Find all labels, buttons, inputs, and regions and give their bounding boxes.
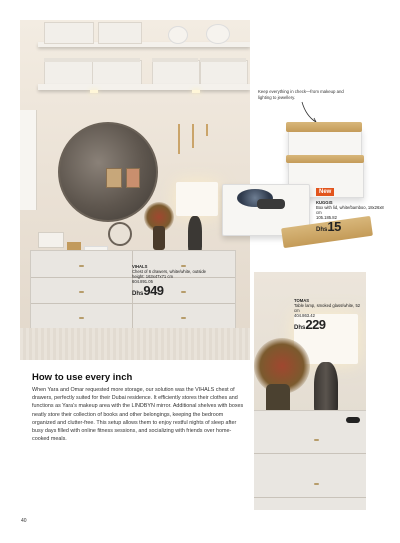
bamboo-tray (67, 242, 81, 250)
jewellery-hook (206, 124, 208, 136)
round-box (206, 24, 230, 44)
drawer-knob (314, 483, 319, 485)
small-box (38, 232, 64, 248)
box-lid (152, 58, 198, 62)
callout-text: Keep everything in check—from makeup and lighting to jewellery. (258, 89, 344, 100)
round-mirror (58, 122, 158, 222)
box-lid (200, 58, 246, 62)
table-lamp-base (188, 216, 202, 254)
product-name: TOMAS (294, 298, 310, 303)
bed-throw (20, 328, 250, 360)
page-number: 40 (21, 518, 27, 524)
article-number: 105.185.82 (316, 215, 337, 220)
kuggis-bamboo-lid (286, 155, 364, 163)
bedroom-photo (20, 20, 250, 360)
price: 949 (143, 283, 164, 298)
drawer-divider (254, 497, 366, 498)
drawer-divider (31, 303, 235, 304)
table-lamp-shade (176, 182, 218, 216)
article-number: 404.863.42 (294, 313, 315, 318)
storage-box (44, 22, 94, 44)
article-body: When Yara and Omar requested more storage, our solution was the VIHALS chest of drawers, perfectly suited for their Dubai residence. It efficiently stores their clothes and functions as Yara’s makeup area with the LINDBYN mirror. Additional shelves with boxes neatly store their collection of books and other belongings, keeping the bedroom organized and clutter-free. This setup allows them to enjoy restful nights of sleep after busy days filled with online fitness sessions, and socializing with friends over home-cooked meals. (32, 387, 244, 443)
article-heading: How to use every inch (32, 372, 133, 383)
drawer-knob (79, 291, 84, 293)
mirror-reflection-art (126, 168, 140, 188)
drawer-knob (79, 317, 84, 319)
vase (153, 226, 165, 250)
lamp-photo (254, 272, 366, 510)
storage-box (200, 60, 248, 86)
vihals-price-tag (132, 264, 218, 301)
storage-box (152, 60, 200, 86)
product-name: VIHALS (132, 264, 148, 269)
product-name: KUGGIS (316, 200, 333, 205)
currency: Dhs (132, 291, 144, 297)
box-lid (44, 58, 92, 62)
box-lid (92, 58, 140, 62)
drawer-divider (254, 453, 366, 454)
drawer-knob (181, 317, 186, 319)
shelf-light (90, 90, 98, 93)
product-description: Box with lid, white/bamboo, 18x26x8 cm (316, 205, 384, 215)
jewellery-hook (178, 124, 180, 154)
product-description: Chest of 6 drawers, white/white, outside height: 163x47x71 cm (132, 269, 207, 279)
makeup-mirror (108, 222, 132, 246)
kuggis-price-tag (316, 180, 386, 237)
cable (257, 199, 285, 209)
price: 229 (305, 317, 326, 332)
mirror-reflection-art (106, 168, 122, 188)
article-number: 604.891.05 (132, 279, 153, 284)
kuggis-bamboo-lid (286, 122, 362, 132)
tomas-price-tag (294, 298, 364, 335)
sunglasses (346, 417, 360, 423)
storage-box (98, 22, 142, 44)
round-box (168, 26, 188, 44)
currency: Dhs (294, 325, 306, 331)
drawer-knob (314, 439, 319, 441)
shelf-light (192, 90, 200, 93)
new-badge: New (316, 188, 334, 196)
lower-shelf (38, 84, 250, 90)
hanging-clothes (20, 110, 37, 210)
chest-of-drawers (254, 410, 366, 510)
currency: Dhs (316, 227, 328, 233)
price: 15 (327, 219, 341, 234)
product-description: Table lamp, smoked glass/white, 52 cm (294, 303, 361, 313)
jewellery-hook (192, 124, 194, 148)
drawer-knob (79, 265, 84, 267)
storage-box (44, 60, 94, 86)
storage-box (92, 60, 142, 86)
